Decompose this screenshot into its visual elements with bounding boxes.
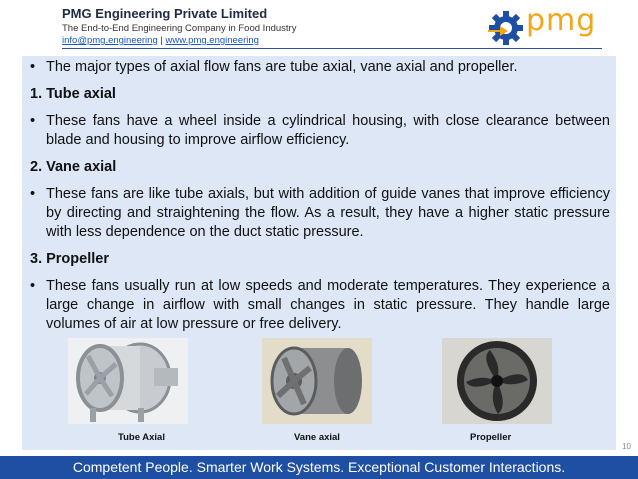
intro-bullet: • The major types of axial flow fans are tube axial, vane axial and propeller. [30, 58, 610, 77]
propeller-bullet: • These fans usually run at low speeds and moderate temperatures. They experience a large change in airflow with small changes in static pressure. They handle large volumes of air at low pressure or free delivery. [30, 277, 610, 334]
company-tagline: The End-to-End Engineering Company in Food Industry [62, 23, 297, 34]
slide-header [0, 0, 638, 52]
section-heading-propeller: 3. Propeller [30, 251, 109, 267]
body-text [30, 58, 610, 334]
caption-propeller: Propeller [470, 432, 512, 443]
section-heading-tube-axial: 1. Tube axial [30, 86, 116, 102]
gear-icon [486, 8, 526, 48]
contact-separator: | [160, 35, 163, 46]
tube-axial-image [68, 338, 188, 424]
contact-line [62, 35, 259, 46]
website-link[interactable]: www.pmg.engineering [165, 35, 259, 46]
vane-axial-bullet: • These fans are like tube axials, but with addition of guide vanes that improve efficiency by directing and straightening the flow. As a result, they have a higher static pressure with less dependence on the duct static pressure. [30, 185, 610, 242]
caption-tube-axial: Tube Axial [118, 432, 165, 443]
email-link[interactable]: info@pmg.engineering [62, 35, 158, 46]
footer-banner: Competent People. Smarter Work Systems. Exceptional Customer Interactions. [0, 456, 638, 479]
vane-axial-image [262, 338, 372, 424]
propeller-image [442, 338, 552, 424]
pmg-logo [486, 3, 626, 48]
header-rule [62, 48, 602, 49]
tube-axial-bullet: • These fans have a wheel inside a cylindrical housing, with close clearance between blade and housing to improve airflow efficiency. [30, 112, 610, 150]
page-number: 10 [622, 442, 631, 451]
section-heading-vane-axial: 2. Vane axial [30, 159, 117, 175]
logo-text: pmg [526, 3, 597, 38]
caption-vane-axial: Vane axial [294, 432, 340, 443]
content-panel [22, 56, 616, 450]
company-name: PMG Engineering Private Limited [62, 6, 268, 21]
